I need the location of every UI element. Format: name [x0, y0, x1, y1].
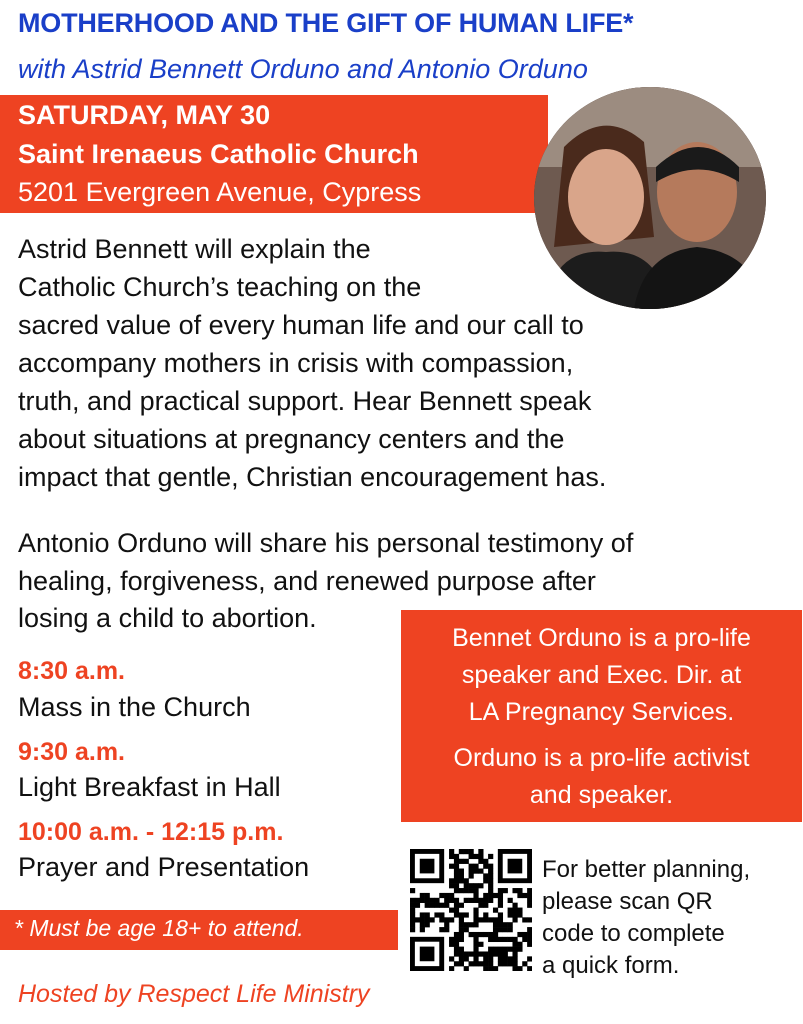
qr-instructions — [542, 854, 750, 982]
schedule-activity: Light Breakfast in Hall — [18, 772, 281, 802]
schedule-time: 9:30 a.m. — [18, 738, 126, 766]
description-line: Astrid Bennett will explain the — [18, 234, 371, 264]
bio-line: Orduno is a pro-life activist — [453, 744, 750, 772]
speaker2-description — [18, 524, 633, 600]
speaker1-description — [18, 230, 606, 496]
bio-line: and speaker. — [529, 781, 674, 809]
schedule-time: 10:00 a.m. - 12:15 p.m. — [18, 818, 284, 846]
bio-line: speaker and Exec. Dir. at — [461, 661, 742, 689]
description-line: sacred value of every human life and our call to — [18, 310, 584, 340]
qr-instruction-line: a quick form. — [542, 952, 680, 979]
description-line: Catholic Church’s teaching on the — [18, 272, 422, 302]
age-notice: * Must be age 18+ to attend. — [14, 915, 304, 941]
qr-instruction-line: code to complete — [542, 920, 725, 947]
bio-line: Bennet Orduno is a pro-life — [452, 624, 751, 652]
event-address: 5201 Evergreen Avenue, Cypress — [18, 177, 422, 207]
description-line: impact that gentle, Christian encouragement has. — [18, 462, 607, 492]
event-date: SATURDAY, MAY 30 — [18, 100, 271, 130]
description-line: accompany mothers in crisis with compassion, — [18, 348, 574, 378]
qr-instruction-line: For better planning, — [542, 856, 751, 883]
description-line: about situations at pregnancy centers and the — [18, 424, 565, 454]
bio-line: LA Pregnancy Services. — [468, 698, 735, 726]
description-line: Antonio Orduno will share his personal testimony of — [18, 528, 634, 558]
flyer-title: MOTHERHOOD AND THE GIFT OF HUMAN LIFE* — [18, 8, 634, 38]
event-venue: Saint Irenaeus Catholic Church — [18, 139, 419, 169]
description-line: healing, forgiveness, and renewed purpose after — [18, 566, 596, 596]
schedule-activity: Mass in the Church — [18, 692, 251, 722]
qr-code-icon[interactable] — [410, 849, 532, 971]
bio-orduno — [401, 740, 802, 814]
schedule-activity: Prayer and Presentation — [18, 852, 310, 882]
description-line: losing a child to abortion. — [18, 603, 317, 633]
host-credit: Hosted by Respect Life Ministry — [18, 980, 370, 1008]
flyer-subtitle: with Astrid Bennett Orduno and Antonio Orduno — [18, 54, 588, 84]
bio-bennett — [401, 620, 802, 731]
schedule-time: 8:30 a.m. — [18, 657, 126, 685]
qr-instruction-line: please scan QR — [542, 888, 713, 915]
description-line: truth, and practical support. Hear Bennett speak — [18, 386, 592, 416]
